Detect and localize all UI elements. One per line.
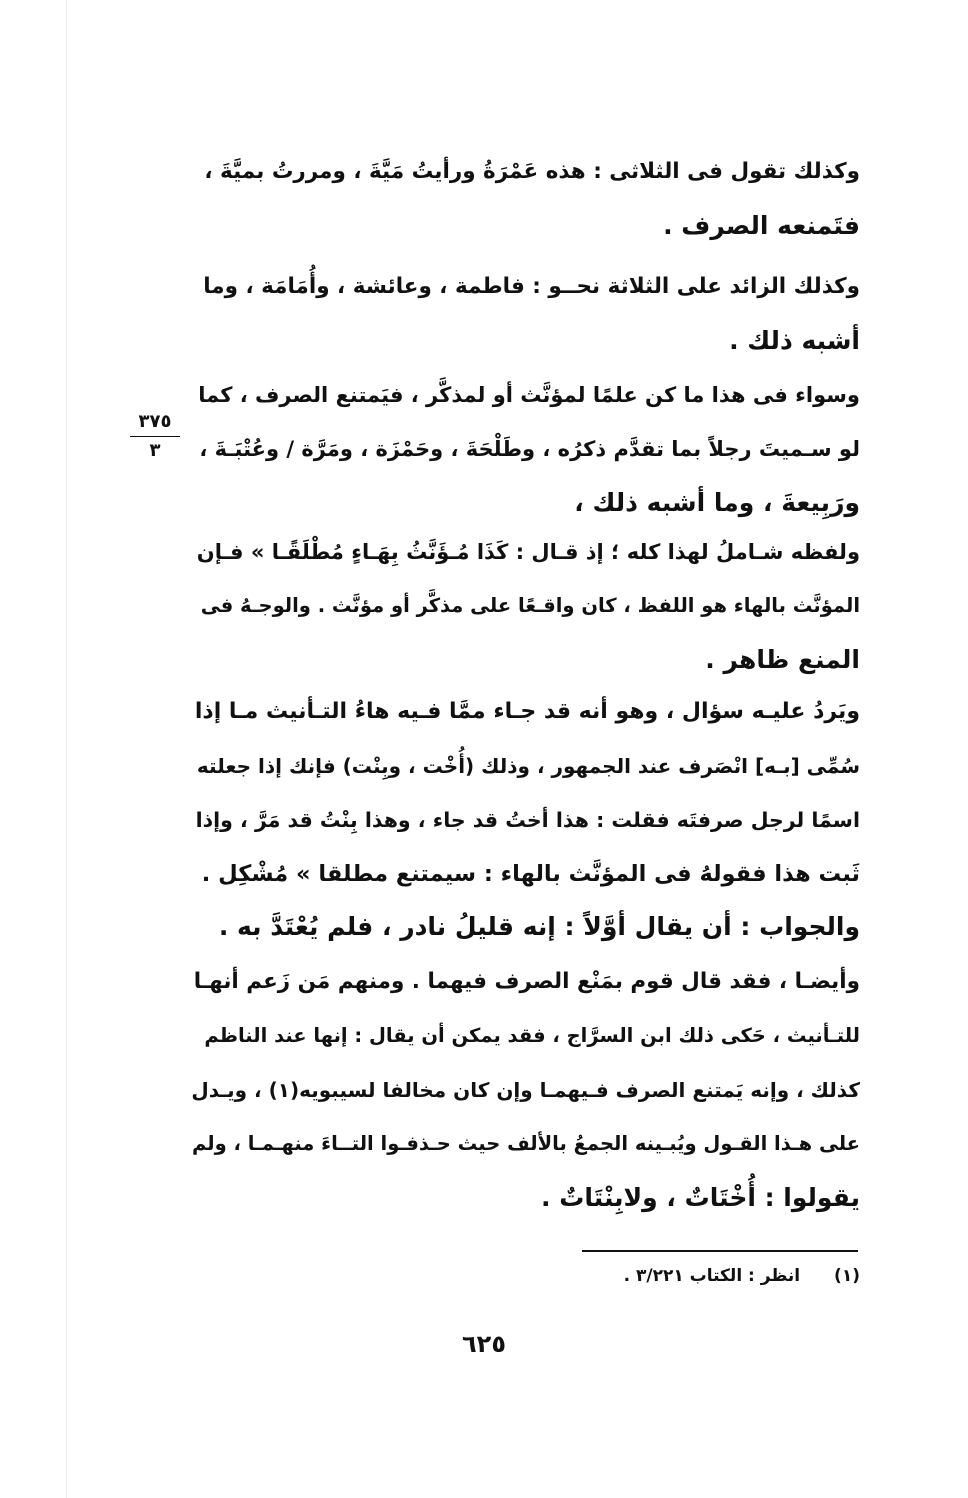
footnote-number: (١) bbox=[834, 1266, 860, 1286]
text-line: يقولوا : أُخْتَاتٌ ، ولابِنْتَاتٌ . bbox=[541, 1183, 860, 1212]
paragraph bbox=[190, 685, 860, 901]
page-number: ٦٢٥ bbox=[462, 1330, 506, 1358]
paragraph bbox=[190, 955, 860, 1225]
paragraph bbox=[190, 525, 860, 687]
text-line: وسواء فى هذا ما كن علمًا لمؤنَّث أو لمذكَّر ، فيَمتنع الصرف ، كما bbox=[198, 383, 860, 407]
paragraph bbox=[190, 260, 860, 368]
text-line: سُمِّى [بـه] انْصَرف عند الجمهور ، وذلك (أُخْت ، وبِنْت) فإنك إذا جعلته bbox=[196, 754, 860, 778]
paragraph bbox=[190, 900, 860, 954]
text-line: وأيضـا ، فقد قال قوم بمَنْع الصرف فيهما . ومنهم مَن زَعم أنهـا bbox=[193, 969, 860, 994]
text-line: أشبه ذلك . bbox=[729, 326, 860, 355]
scan-edge-line bbox=[66, 0, 67, 1498]
text-line: على هـذا القـول ويُبـينه الجمعُ بالألف حيث حـذفـوا التــاءَ منهـمـا ، ولم bbox=[192, 1132, 860, 1155]
text-line: فتَمنعه الصرف . bbox=[663, 211, 860, 240]
margin-page-reference bbox=[130, 412, 180, 461]
paragraph bbox=[190, 368, 860, 530]
text-line: ولفظه شـاملُ لهذا كله ؛ إذ قـال : كَذَا مُـؤَنَّثُ بِهَـاءٍ مُطْلَقًـا » فـإن bbox=[196, 540, 860, 564]
text-line: كذلك ، وإنه يَمتنع الصرف فـيهمـا وإن كان مخالفا لسيبويه(١) ، ويـدل bbox=[191, 1078, 860, 1102]
footnote-text: انظر : الكتاب ٣/٢٢١ . bbox=[623, 1266, 801, 1286]
margin-reference-volume-page: ٣٧٥ bbox=[138, 411, 172, 432]
text-line: ثَبت هذا فقولهُ فى المؤنَّث بالهاء : سيمتنع مطلقا » مُشْكِل . bbox=[201, 861, 860, 887]
margin-reference-part: ٣ bbox=[149, 440, 161, 461]
text-line: ورَبِيعةَ ، وما أشبه ذلك ، bbox=[574, 488, 860, 517]
text-line: ويَردُ عليـه سؤال ، وهو أنه قد جـاء ممَّا فـيه هاءُ التـأنيث مـا إذا bbox=[194, 699, 860, 724]
text-line: لو سـميتَ رجلاً بما تقدَّم ذكرُه ، وطَلْحَةَ ، وحَمْزَة ، ومَرَّة / وعُتْبَـةَ ، bbox=[199, 437, 860, 461]
text-line: اسمًا لرجل صرفتَه فقلت : هذا أختُ قد جاء ، وهذا بِنْتُ قد مَرَّ ، وإذا bbox=[195, 808, 860, 832]
text-line: وكذلك تقول فى الثلاثى : هذه عَمْرَةُ ورأيتُ مَيَّةَ ، ومررتُ بميَّةَ ، bbox=[204, 159, 860, 184]
text-line: والجواب : أن يقال أوَّلاً : إنه قليلُ نادر ، فلم يُعْتَدَّ به . bbox=[218, 912, 860, 941]
text-line: المنع ظاهر . bbox=[705, 645, 860, 674]
text-line: وكذلك الزائد على الثلاثة نحــو : فاطمة ، وعائشة ، وأُمَامَة ، وما bbox=[203, 274, 860, 299]
paragraph bbox=[190, 145, 860, 253]
text-line: للتـأنيث ، حَكى ذلك ابن السرَّاج ، فقد يمكن أن يقال : إنها عند الناظم bbox=[204, 1024, 860, 1047]
footnote bbox=[560, 1266, 860, 1286]
footnote-separator bbox=[582, 1250, 858, 1252]
text-line: المؤنَّث بالهاء هو اللفظ ، كان واقـعًا على مذكَّر أو مؤنَّث . والوجـهُ فى bbox=[200, 594, 860, 617]
